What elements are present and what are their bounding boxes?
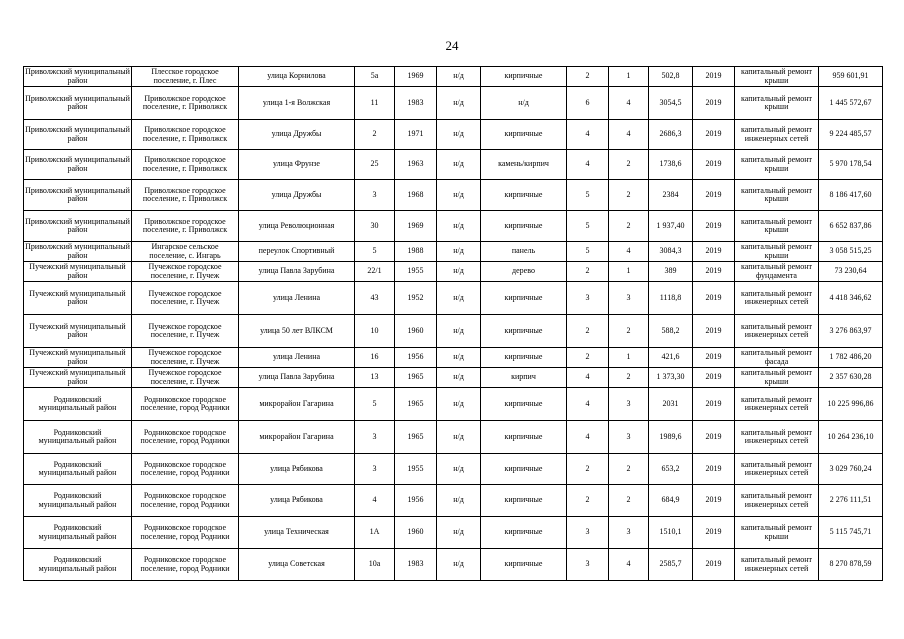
area-cell: 1738,6	[649, 150, 693, 180]
district-cell: Приволжский муниципальный район	[25, 67, 130, 85]
renovation-year-cell: н/д	[437, 388, 481, 421]
table-row	[24, 242, 883, 262]
district-cell: Пучежский муниципальный район	[24, 262, 132, 282]
floors-cell: 6	[567, 87, 609, 120]
district-cell: Приволжский муниципальный район	[24, 211, 132, 242]
entrances-cell: 1	[609, 262, 649, 282]
renovation-year-cell: н/д	[437, 485, 481, 517]
house-number-cell: 3	[355, 180, 395, 211]
district-cell: Родниковский муниципальный район	[24, 485, 132, 517]
work-type-cell: капитальный ремонт инженерных сетей	[735, 120, 819, 150]
settlement-cell: Пучежское городское поселение, г. Пучеж	[132, 282, 239, 315]
work-type-cell: капитальный ремонт фундамента	[735, 262, 819, 282]
house-number-cell: 13	[355, 368, 395, 388]
cost-cell: 5 970 178,54	[819, 150, 883, 180]
wall-material-cell: кирпичные	[481, 454, 567, 485]
build-year-cell: 1965	[395, 388, 437, 421]
area-cell: 2031	[649, 388, 693, 421]
entrances-cell: 2	[609, 180, 649, 211]
plan-year-cell: 2019	[693, 67, 735, 87]
house-number-cell: 5	[355, 388, 395, 421]
plan-year-cell: 2019	[693, 211, 735, 242]
district-cell: Родниковский муниципальный район	[24, 517, 132, 549]
cost-cell: 3 058 515,25	[819, 242, 883, 262]
area-cell: 3054,5	[649, 87, 693, 120]
work-type-cell: капитальный ремонт крыши	[735, 150, 819, 180]
work-type-cell: капитальный ремонт крыши	[735, 67, 819, 87]
floors-cell: 2	[567, 348, 609, 368]
build-year-cell: 1956	[395, 348, 437, 368]
street-cell: улица 1-я Волжская	[239, 87, 355, 120]
cost-cell: 8 186 417,60	[819, 180, 883, 211]
table-row	[24, 454, 883, 485]
renovation-year-cell: н/д	[437, 120, 481, 150]
street-cell: улица Ленина	[239, 348, 355, 368]
area-cell: 421,6	[649, 348, 693, 368]
table-row	[24, 211, 883, 242]
plan-year-cell: 2019	[693, 454, 735, 485]
settlement-cell: Приволжское городское поселение, г. Приволжск	[132, 120, 239, 150]
build-year-cell: 1960	[395, 517, 437, 549]
settlement-cell: Родниковское городское поселение, город Родники	[132, 388, 239, 421]
settlement-cell: Плесское городское поселение, г. Плес	[132, 67, 239, 87]
work-type-cell: капитальный ремонт инженерных сетей	[735, 388, 819, 421]
settlement-cell: Приволжское городское поселение, г. Приволжск	[132, 87, 239, 120]
district-cell: Пучежский муниципальный район	[24, 282, 132, 315]
house-number-cell: 16	[355, 348, 395, 368]
settlement-cell: Пучежское городское поселение, г. Пучеж	[132, 262, 239, 282]
work-type-cell: капитальный ремонт инженерных сетей	[735, 454, 819, 485]
table-row	[24, 485, 883, 517]
table-body	[24, 67, 883, 581]
settlement-cell: Приволжское городское поселение, г. Приволжск	[132, 211, 239, 242]
renovation-year-cell: н/д	[437, 421, 481, 454]
floors-cell: 5	[567, 242, 609, 262]
cost-cell: 959 601,91	[819, 67, 883, 87]
street-cell: улица Дружбы	[239, 180, 355, 211]
house-number-cell: 1А	[355, 517, 395, 549]
house-number-cell: 43	[355, 282, 395, 315]
wall-material-cell: кирпичные	[481, 421, 567, 454]
district-cell: Родниковский муниципальный район	[24, 454, 132, 485]
cost-cell: 6 652 837,86	[819, 211, 883, 242]
floors-cell: 3	[567, 517, 609, 549]
street-cell: улица Павла Зарубина	[239, 368, 355, 388]
street-cell: улица Рябикова	[239, 454, 355, 485]
table-row	[24, 150, 883, 180]
floors-cell: 5	[567, 211, 609, 242]
floors-cell: 5	[567, 180, 609, 211]
wall-material-cell: кирпичные	[481, 517, 567, 549]
build-year-cell: 1955	[395, 262, 437, 282]
table-row	[24, 348, 883, 368]
house-number-cell: 4	[355, 485, 395, 517]
entrances-cell: 3	[609, 517, 649, 549]
wall-material-cell: кирпичные	[481, 282, 567, 315]
floors-cell: 3	[567, 282, 609, 315]
plan-year-cell: 2019	[693, 180, 735, 211]
work-type-cell: капитальный ремонт крыши	[735, 242, 819, 262]
work-type-cell: капитальный ремонт инженерных сетей	[735, 421, 819, 454]
wall-material-cell: кирпичные	[481, 549, 567, 581]
work-type-cell: капитальный ремонт инженерных сетей	[735, 282, 819, 315]
street-cell: улица Советская	[239, 549, 355, 581]
settlement-cell: Родниковское городское поселение, город Родники	[132, 517, 239, 549]
district-cell: Родниковский муниципальный район	[24, 421, 132, 454]
entrances-cell: 4	[609, 242, 649, 262]
renovation-year-cell: н/д	[437, 180, 481, 211]
renovation-year-cell: н/д	[437, 517, 481, 549]
table-row	[24, 180, 883, 211]
house-number-cell: 30	[355, 211, 395, 242]
table-row	[24, 87, 883, 120]
table-row	[24, 315, 883, 348]
floors-cell: 2	[567, 67, 609, 87]
area-cell: 1118,8	[649, 282, 693, 315]
plan-year-cell: 2019	[693, 120, 735, 150]
house-number-cell: 3	[355, 454, 395, 485]
table-row	[24, 388, 883, 421]
house-number-cell: 10а	[355, 549, 395, 581]
floors-cell: 4	[567, 368, 609, 388]
street-cell: микрорайон Гагарина	[239, 388, 355, 421]
cost-cell: 1 445 572,67	[819, 87, 883, 120]
table-row	[24, 67, 883, 87]
renovation-year-cell: н/д	[437, 67, 481, 87]
renovation-year-cell: н/д	[437, 282, 481, 315]
renovation-year-cell: н/д	[437, 87, 481, 120]
plan-year-cell: 2019	[693, 421, 735, 454]
floors-cell: 2	[567, 454, 609, 485]
work-type-cell: капитальный ремонт крыши	[735, 368, 819, 388]
entrances-cell: 2	[609, 315, 649, 348]
table-row	[24, 368, 883, 388]
housing-repair-table	[23, 66, 883, 581]
table-row	[24, 262, 883, 282]
district-cell: Пучежский муниципальный район	[24, 368, 132, 388]
area-cell: 653,2	[649, 454, 693, 485]
wall-material-cell: дерево	[481, 262, 567, 282]
work-type-cell: капитальный ремонт фасада	[735, 348, 819, 368]
wall-material-cell: кирпич	[481, 368, 567, 388]
work-type-cell: капитальный ремонт крыши	[735, 180, 819, 211]
house-number-cell: 2	[355, 120, 395, 150]
build-year-cell: 1988	[395, 242, 437, 262]
cost-cell: 3 276 863,97	[819, 315, 883, 348]
cost-cell: 2 357 630,28	[819, 368, 883, 388]
area-cell: 2384	[649, 180, 693, 211]
cost-cell: 3 029 760,24	[819, 454, 883, 485]
renovation-year-cell: н/д	[437, 262, 481, 282]
entrances-cell: 2	[609, 485, 649, 517]
area-cell: 3084,3	[649, 242, 693, 262]
work-type-cell: капитальный ремонт крыши	[735, 87, 819, 120]
area-cell: 2585,7	[649, 549, 693, 581]
build-year-cell: 1955	[395, 454, 437, 485]
renovation-year-cell: н/д	[437, 315, 481, 348]
plan-year-cell: 2019	[693, 388, 735, 421]
entrances-cell: 3	[609, 388, 649, 421]
build-year-cell: 1960	[395, 315, 437, 348]
floors-cell: 2	[567, 315, 609, 348]
area-cell: 389	[649, 262, 693, 282]
plan-year-cell: 2019	[693, 485, 735, 517]
table-row	[24, 282, 883, 315]
floors-cell: 2	[567, 262, 609, 282]
street-cell: улица Техническая	[239, 517, 355, 549]
plan-year-cell: 2019	[693, 242, 735, 262]
table-row	[24, 549, 883, 581]
wall-material-cell: кирпичные	[481, 388, 567, 421]
entrances-cell: 4	[609, 549, 649, 581]
floors-cell: 4	[567, 421, 609, 454]
page-number: 24	[445, 38, 459, 53]
floors-cell: 4	[567, 150, 609, 180]
floors-cell: 2	[567, 485, 609, 517]
district-cell: Родниковский муниципальный район	[24, 549, 132, 581]
wall-material-cell: кирпичные	[481, 315, 567, 348]
wall-material-cell: камень/кирпич	[481, 150, 567, 180]
build-year-cell: 1963	[395, 150, 437, 180]
area-cell: 1989,6	[649, 421, 693, 454]
settlement-cell: Пучежское городское поселение, г. Пучеж	[132, 368, 239, 388]
entrances-cell: 4	[609, 120, 649, 150]
settlement-cell: Пучежское городское поселение, г. Пучеж	[132, 315, 239, 348]
table-row	[24, 120, 883, 150]
area-cell: 684,9	[649, 485, 693, 517]
street-cell: улица Рябикова	[239, 485, 355, 517]
settlement-cell: Приволжское городское поселение, г. Приволжск	[132, 180, 239, 211]
build-year-cell: 1952	[395, 282, 437, 315]
street-cell: микрорайон Гагарина	[239, 421, 355, 454]
renovation-year-cell: н/д	[437, 348, 481, 368]
floors-cell: 3	[567, 549, 609, 581]
street-cell: улица 50 лет ВЛКСМ	[239, 315, 355, 348]
renovation-year-cell: н/д	[437, 242, 481, 262]
work-type-cell: капитальный ремонт инженерных сетей	[735, 549, 819, 581]
cost-cell: 5 115 745,71	[819, 517, 883, 549]
plan-year-cell: 2019	[693, 87, 735, 120]
district-cell: Приволжский муниципальный район	[24, 150, 132, 180]
district-cell: Пучежский муниципальный район	[24, 315, 132, 348]
settlement-cell: Пучежское городское поселение, г. Пучеж	[132, 348, 239, 368]
build-year-cell: 1983	[395, 549, 437, 581]
settlement-cell: Родниковское городское поселение, город Родники	[132, 454, 239, 485]
wall-material-cell: кирпичные	[481, 348, 567, 368]
cost-cell: 10 264 236,10	[819, 421, 883, 454]
cost-cell: 73 230,64	[819, 262, 883, 282]
renovation-year-cell: н/д	[437, 150, 481, 180]
entrances-cell: 3	[609, 421, 649, 454]
work-type-cell: капитальный ремонт инженерных сетей	[735, 315, 819, 348]
renovation-year-cell: н/д	[437, 211, 481, 242]
plan-year-cell: 2019	[693, 282, 735, 315]
district-cell: Пучежский муниципальный район	[24, 348, 132, 368]
district-cell: Приволжский муниципальный район	[24, 87, 132, 120]
work-type-cell: капитальный ремонт крыши	[735, 517, 819, 549]
wall-material-cell: кирпичные	[481, 120, 567, 150]
district-cell: Родниковский муниципальный район	[24, 388, 132, 421]
entrances-cell: 1	[609, 348, 649, 368]
district-cell: Приволжский муниципальный район	[24, 180, 132, 211]
settlement-cell: Ингарское сельское поселение, с. Ингарь	[132, 242, 239, 262]
house-number-cell: 10	[355, 315, 395, 348]
cost-cell: 4 418 346,62	[819, 282, 883, 315]
table-row	[24, 421, 883, 454]
wall-material-cell: панель	[481, 242, 567, 262]
work-type-cell: капитальный ремонт крыши	[735, 211, 819, 242]
build-year-cell: 1965	[395, 368, 437, 388]
cost-cell: 9 224 485,57	[819, 120, 883, 150]
plan-year-cell: 2019	[693, 150, 735, 180]
wall-material-cell: кирпичные	[481, 211, 567, 242]
street-cell: улица Ленина	[239, 282, 355, 315]
plan-year-cell: 2019	[693, 262, 735, 282]
entrances-cell: 4	[609, 87, 649, 120]
area-cell: 588,2	[649, 315, 693, 348]
entrances-cell: 2	[609, 454, 649, 485]
table-row	[24, 517, 883, 549]
build-year-cell: 1983	[395, 87, 437, 120]
settlement-cell: Родниковское городское поселение, город Родники	[132, 549, 239, 581]
house-number-cell: 25	[355, 150, 395, 180]
build-year-cell: 1971	[395, 120, 437, 150]
wall-material-cell: кирпичные	[481, 67, 567, 87]
street-cell: улица Корнилова	[239, 67, 355, 87]
plan-year-cell: 2019	[693, 549, 735, 581]
street-cell: улица Революционная	[239, 211, 355, 242]
house-number-cell: 11	[355, 87, 395, 120]
cost-cell: 2 276 111,51	[819, 485, 883, 517]
area-cell: 1 373,30	[649, 368, 693, 388]
renovation-year-cell: н/д	[437, 454, 481, 485]
wall-material-cell: кирпичные	[481, 180, 567, 211]
settlement-cell: Родниковское городское поселение, город Родники	[132, 485, 239, 517]
wall-material-cell: н/д	[481, 87, 567, 120]
area-cell: 502,8	[649, 67, 693, 87]
area-cell: 1510,1	[649, 517, 693, 549]
work-type-cell: капитальный ремонт инженерных сетей	[735, 485, 819, 517]
cost-cell: 8 270 878,59	[819, 549, 883, 581]
cost-cell: 1 782 486,20	[819, 348, 883, 368]
street-cell: улица Дружбы	[239, 120, 355, 150]
house-number-cell: 5а	[355, 67, 395, 87]
settlement-cell: Приволжское городское поселение, г. Приволжск	[132, 150, 239, 180]
build-year-cell: 1969	[395, 67, 437, 87]
area-cell: 1 937,40	[649, 211, 693, 242]
district-cell: Приволжский муниципальный район	[25, 242, 130, 260]
build-year-cell: 1969	[395, 211, 437, 242]
entrances-cell: 2	[609, 368, 649, 388]
house-number-cell: 5	[355, 242, 395, 262]
cost-cell: 10 225 996,86	[819, 388, 883, 421]
plan-year-cell: 2019	[693, 368, 735, 388]
plan-year-cell: 2019	[693, 517, 735, 549]
plan-year-cell: 2019	[693, 315, 735, 348]
house-number-cell: 3	[355, 421, 395, 454]
street-cell: улица Павла Зарубина	[239, 262, 355, 282]
house-number-cell: 22/1	[355, 262, 395, 282]
entrances-cell: 2	[609, 150, 649, 180]
street-cell: переулок Спортивный	[239, 242, 355, 262]
street-cell: улица Фрунзе	[239, 150, 355, 180]
wall-material-cell: кирпичные	[481, 485, 567, 517]
plan-year-cell: 2019	[693, 348, 735, 368]
entrances-cell: 1	[609, 67, 649, 87]
entrances-cell: 2	[609, 211, 649, 242]
entrances-cell: 3	[609, 282, 649, 315]
renovation-year-cell: н/д	[437, 368, 481, 388]
floors-cell: 4	[567, 388, 609, 421]
area-cell: 2686,3	[649, 120, 693, 150]
build-year-cell: 1956	[395, 485, 437, 517]
floors-cell: 4	[567, 120, 609, 150]
district-cell: Приволжский муниципальный район	[24, 120, 132, 150]
build-year-cell: 1965	[395, 421, 437, 454]
settlement-cell: Родниковское городское поселение, город Родники	[132, 421, 239, 454]
build-year-cell: 1968	[395, 180, 437, 211]
renovation-year-cell: н/д	[437, 549, 481, 581]
